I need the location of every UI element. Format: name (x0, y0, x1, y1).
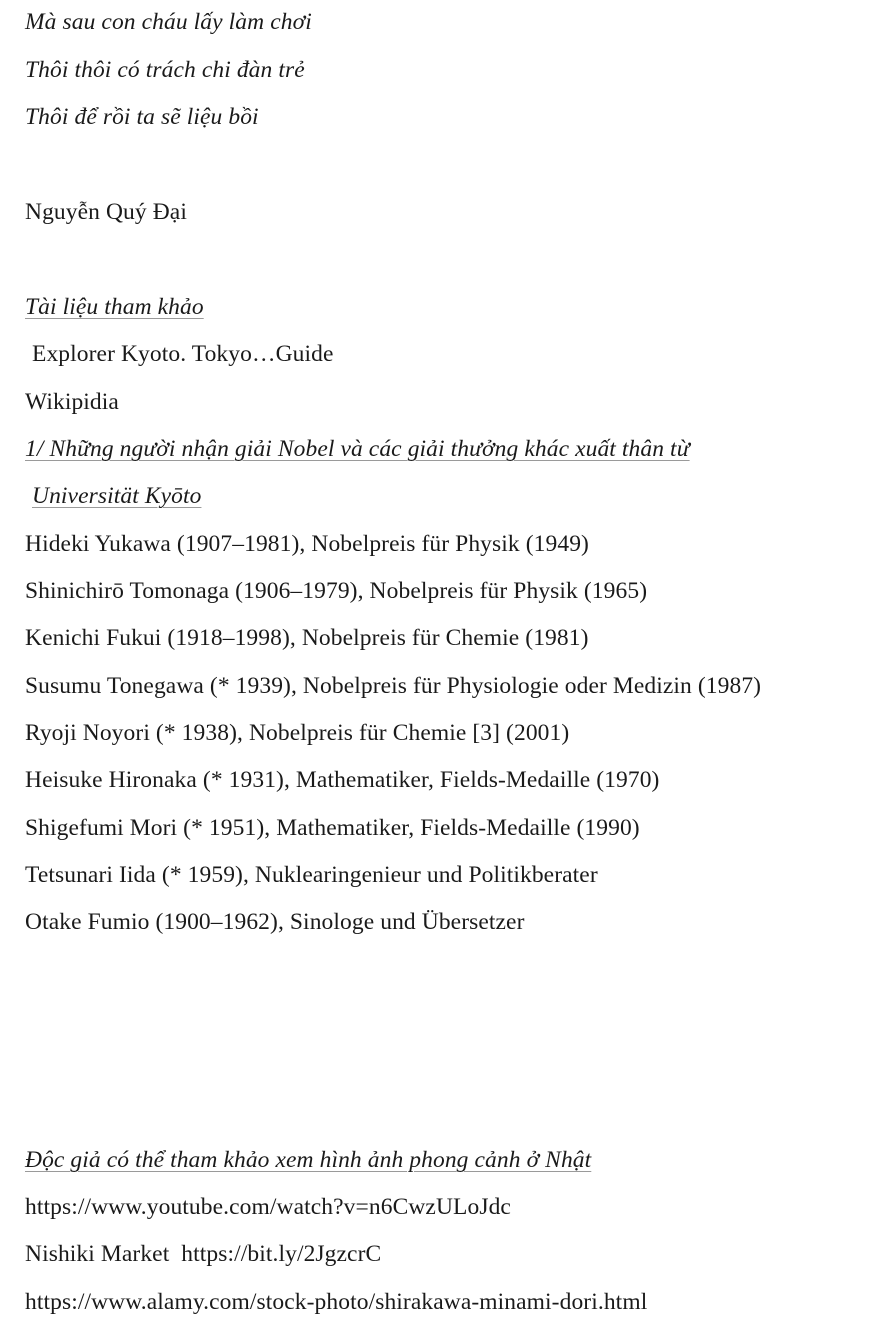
youtube-link[interactable]: https://www.youtube.com/watch?v=n6CwzULoJdc (25, 1194, 511, 1220)
nobel-list-item: Ryoji Noyori (* 1938), Nobelpreis für Chemie [3] (2001) (25, 720, 570, 746)
author-name: Nguyễn Quý Đại (25, 199, 187, 225)
nobel-list-item: Shigefumi Mori (* 1951), Mathematiker, Fields-Medaille (1990) (25, 815, 640, 841)
reference-item: Explorer Kyoto. Tokyo…Guide (32, 341, 334, 367)
nishiki-market-line (25, 1239, 381, 1269)
links-heading: Độc giả có thể tham khảo xem hình ảnh phong cảnh ở Nhật (25, 1147, 592, 1173)
nobel-list-item: Tetsunari Iida (* 1959), Nuklearingenieur und Politikberater (25, 862, 598, 888)
references-heading: Tài liệu tham khảo (25, 294, 204, 320)
alamy-link[interactable]: https://www.alamy.com/stock-photo/shirakawa-minami-dori.html (25, 1289, 648, 1315)
nobel-list-item: Heisuke Hironaka (* 1931), Mathematiker, Fields-Medaille (1970) (25, 767, 660, 793)
poem-line-1: Mà sau con cháu lấy làm chơi (25, 9, 312, 35)
nobel-list-item: Otake Fumio (1900–1962), Sinologe und Übersetzer (25, 909, 525, 935)
reference-item: Wikipidia (25, 389, 119, 415)
nobel-heading-line-2: Universität Kyōto (32, 483, 202, 509)
nobel-list-item: Hideki Yukawa (1907–1981), Nobelpreis für Physik (1949) (25, 531, 589, 557)
market-link[interactable]: https://bit.ly/2JgzcrC (181, 1241, 382, 1267)
market-label: Nishiki Market (25, 1241, 170, 1267)
nobel-list-item: Susumu Tonegawa (* 1939), Nobelpreis für Physiologie oder Medizin (1987) (25, 673, 762, 699)
nobel-heading-line-1: 1/ Những người nhận giải Nobel và các giải thưởng khác xuất thân từ (25, 436, 690, 462)
nobel-list-item: Shinichirō Tomonaga (1906–1979), Nobelpreis für Physik (1965) (25, 578, 648, 604)
nobel-list-item: Kenichi Fukui (1918–1998), Nobelpreis für Chemie (1981) (25, 625, 589, 651)
poem-line-3: Thôi để rồi ta sẽ liệu bồi (25, 104, 259, 130)
poem-line-2: Thôi thôi có trách chi đàn trẻ (25, 57, 305, 83)
